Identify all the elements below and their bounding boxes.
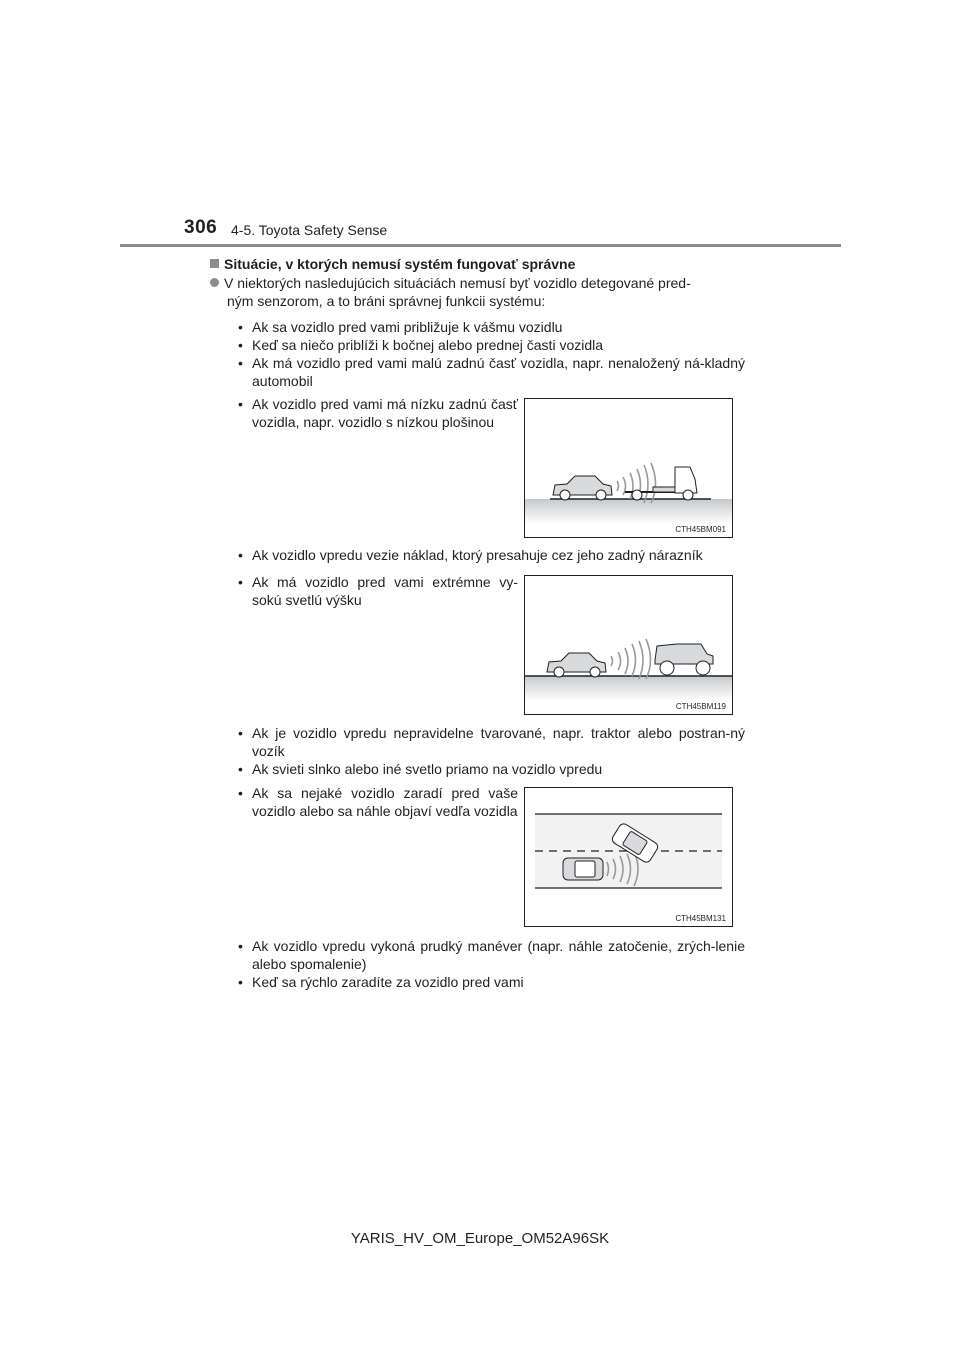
section-title: 4-5. Toyota Safety Sense	[231, 222, 388, 238]
list-item: • Ak vozidlo vpredu vykoná prudký manéver (napr. náhle zatočenie, zrých-lenie alebo spomalenie)	[238, 937, 745, 973]
list-item: • Ak vozidlo vpredu vezie náklad, ktorý presahuje cez jeho zadný nárazník	[238, 546, 748, 564]
list-item: • Ak má vozidlo pred vami extrémne vy-sokú svetlú výšku	[238, 573, 518, 609]
car-icon	[547, 653, 606, 677]
car-icon	[553, 476, 612, 500]
header-rule	[120, 244, 841, 247]
list-item: • Ak sa nejaké vozidlo zaradí pred vaše vozidlo alebo sa náhle objaví vedľa vozidla	[238, 784, 518, 820]
figure-high-clearance-vehicle	[524, 575, 733, 715]
radar-waves-icon	[611, 639, 651, 679]
list-item: • Ak má vozidlo pred vami malú zadnú časť vozidla, napr. nenaložený ná-kladný automobil	[238, 354, 745, 390]
list-item: • Ak sa vozidlo pred vami približuje k vášmu vozidlu	[238, 318, 745, 336]
section-heading: Situácie, v ktorých nemusí systém fungovať správne	[210, 256, 575, 272]
suv-icon	[655, 644, 713, 675]
list-item: • Ak svieti slnko alebo iné svetlo priamo na vozidlo vpredu	[238, 760, 745, 778]
circle-bullet-icon	[210, 278, 219, 287]
page-number: 306	[184, 217, 218, 238]
square-bullet-icon	[210, 259, 219, 268]
figure3-text	[238, 784, 518, 820]
high-clearance-illustration	[525, 576, 732, 714]
figure-cut-in-vehicle	[524, 787, 733, 927]
document-footer: YARIS_HV_OM_Europe_OM52A96SK	[350, 1230, 610, 1247]
bullet-list-b	[238, 546, 748, 564]
list-item: • Ak je vozidlo vpredu nepravidelne tvarované, napr. traktor alebo postran-ný vozík	[238, 724, 745, 760]
bullet-list-d	[238, 937, 745, 991]
figure-code: CTH45BM131	[675, 914, 726, 923]
list-item: • Keď sa niečo priblíži k bočnej alebo prednej časti vozidla	[238, 336, 745, 354]
low-platform-illustration	[525, 399, 732, 537]
list-item: • Keď sa rýchlo zaradíte za vozidlo pred vami	[238, 973, 745, 991]
bullet-list-c	[238, 724, 745, 778]
figure-code: CTH45BM091	[675, 525, 726, 534]
list-item: • Ak vozidlo pred vami má nízku zadnú časť vozidla, napr. vozidlo s nízkou plošinou	[238, 395, 518, 431]
figure1-text	[238, 395, 518, 431]
figure2-text	[238, 573, 518, 609]
figure-code: CTH45BM119	[675, 702, 726, 711]
figure-low-platform-truck	[524, 398, 733, 538]
own-car-icon	[563, 858, 603, 880]
cut-in-illustration	[525, 788, 732, 926]
bullet-list-a	[238, 318, 745, 390]
lead-paragraph: V niektorých nasledujúcich situáciách nemusí byť vozidlo detegované pred- ným senzorom, a to bráni správnej funkcii systému:	[210, 274, 745, 310]
truck-icon	[625, 467, 697, 500]
